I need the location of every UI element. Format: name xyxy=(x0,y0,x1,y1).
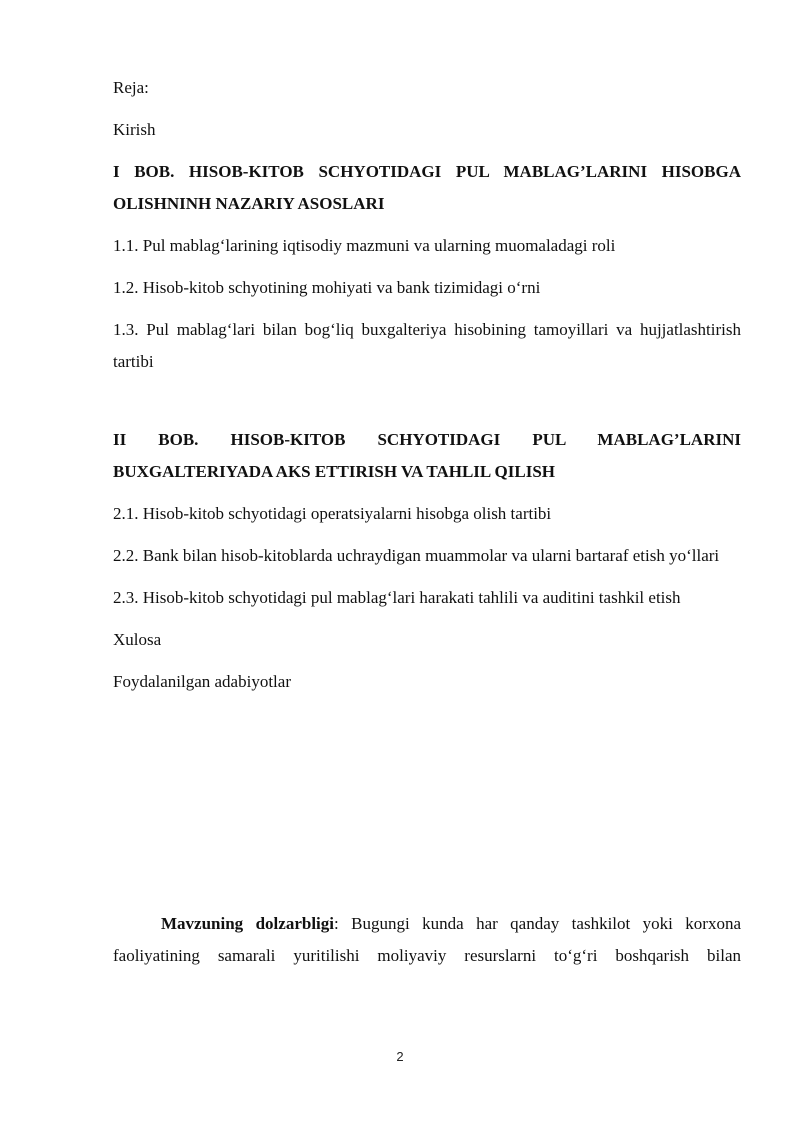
toc-section-1-2: 1.2. Hisob-kitob schyotining mohiyati va bank tizimidagi o‘rni xyxy=(113,278,541,297)
plan-heading: Reja: xyxy=(113,78,149,97)
toc-section-2-3: 2.3. Hisob-kitob schyotidagi pul mablag‘lari harakati tahlili va auditini tashkil etish xyxy=(113,588,681,607)
toc-section-1-1: 1.1. Pul mablag‘larining iqtisodiy mazmuni va ularning muomaladagi roli xyxy=(113,236,616,255)
relevance-label: Mavzuning dolzarbligi xyxy=(161,914,334,933)
page-number: 2 xyxy=(396,1049,404,1064)
document-page xyxy=(113,72,741,972)
toc-section-2-2: 2.2. Bank bilan hisob-kitoblarda uchraydigan muammolar va ularni bartaraf etish yo‘llari xyxy=(113,546,720,565)
toc-introduction: Kirish xyxy=(113,120,156,139)
toc-chapter-2-title: II BOB. HISOB-KITOB SCHYOTIDAGI PUL MABLAG’LARINI BUXGALTERIYADA AKS ETTIRISH VA TAHLIL QILISH xyxy=(113,430,741,481)
relevance-text: Bugungi kunda har qanday tashkilot yoki korxona faoliyatining samarali yuritilishi moliyaviy resurslarni to‘g‘ri boshqarish bilan xyxy=(113,914,741,965)
relevance-paragraph xyxy=(113,908,741,972)
relevance-separator: : xyxy=(333,914,339,933)
toc-section-2-1: 2.1. Hisob-kitob schyotidagi operatsiyalarni hisobga olish tartibi xyxy=(113,504,552,523)
toc-conclusion: Xulosa xyxy=(113,630,162,649)
toc-chapter-1-title: I BOB. HISOB-KITOB SCHYOTIDAGI PUL MABLAG’LARINI HISOBGA OLISHNINH NAZARIY ASOSLARI xyxy=(113,162,741,213)
toc-section-1-3: 1.3. Pul mablag‘lari bilan bog‘liq buxgalteriya hisobining tamoyillari va hujjatlashtirish tartibi xyxy=(113,320,741,371)
toc-references: Foydalanilgan adabiyotlar xyxy=(113,672,291,691)
